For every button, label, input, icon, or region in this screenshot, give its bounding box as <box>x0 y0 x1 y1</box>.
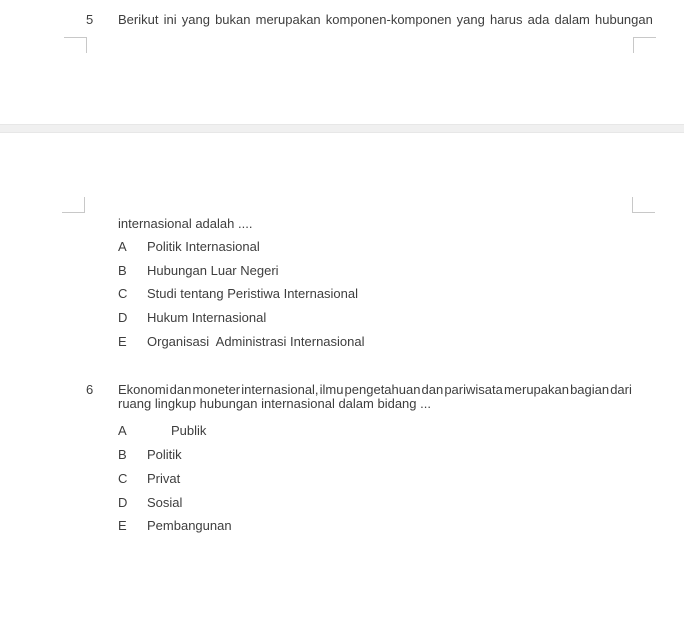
option-letter: C <box>118 471 128 486</box>
page-corner-mark <box>632 197 655 213</box>
navigation-bar <box>0 570 684 638</box>
option-letter: E <box>118 518 127 533</box>
option-letter: A <box>118 423 127 438</box>
page-break <box>0 124 684 133</box>
option-letter: E <box>118 334 127 349</box>
option-text: Organisasi Administrasi Internasional <box>147 334 365 349</box>
question-text-continuation: internasional adalah .... <box>118 216 253 231</box>
option-text: Studi tentang Peristiwa Internasional <box>147 286 359 301</box>
question-number: 5 <box>86 12 94 27</box>
option-letter: C <box>118 286 128 301</box>
question-text-line2: ruang lingkup hubungan internasional dalam bidang ... <box>118 396 431 411</box>
page-corner-mark <box>62 197 85 213</box>
option-letter: D <box>118 495 128 510</box>
option-text: Politik <box>147 447 182 462</box>
question-text-line: Berikut ini yang bukan merupakan komponen-komponen yang harus ada dalam hubungan <box>118 12 653 27</box>
option-text: Hubungan Luar Negeri <box>147 263 279 278</box>
page-corner-mark <box>64 37 87 53</box>
option-text: Sosial <box>147 495 183 510</box>
option-text: Publik <box>171 423 207 438</box>
option-text: Privat <box>147 471 181 486</box>
option-letter: B <box>118 263 127 278</box>
option-letter: B <box>118 447 127 462</box>
option-letter: A <box>118 239 127 254</box>
question-text-line: Ekonomi dan moneter internasional, ilmu pengetahuan dan pariwisata merupakan bagian dari <box>118 382 632 397</box>
option-text: Pembangunan <box>147 518 232 533</box>
question-number: 6 <box>86 382 94 397</box>
option-text: Politik Internasional <box>147 239 260 254</box>
page-corner-mark <box>633 37 656 53</box>
option-text: Hukum Internasional <box>147 310 267 325</box>
option-letter: D <box>118 310 128 325</box>
